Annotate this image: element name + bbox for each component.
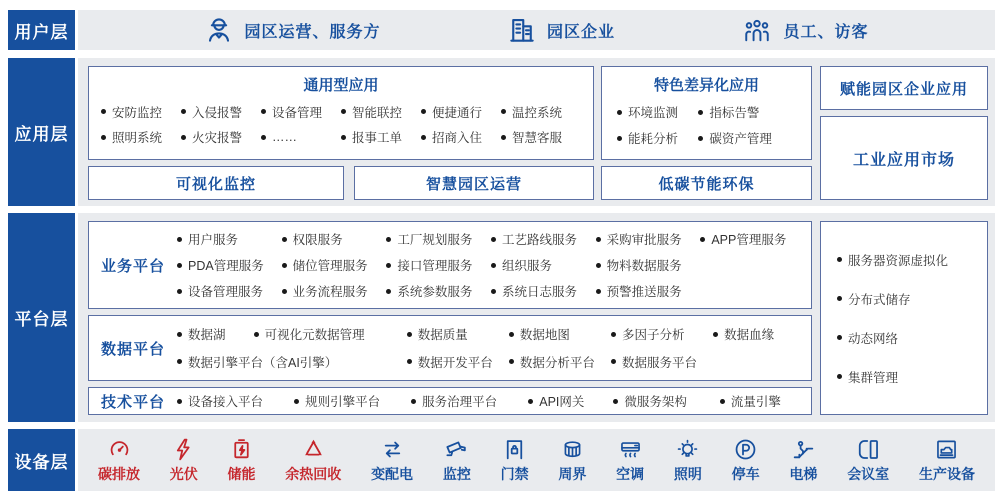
device-layer-band — [78, 429, 995, 491]
building-icon — [507, 15, 537, 45]
platform-item — [254, 325, 407, 343]
bullet-icon — [282, 237, 287, 242]
device-label: 停车 — [731, 465, 760, 482]
device-label: 会议室 — [847, 465, 890, 482]
perimeter-drum-icon — [560, 437, 585, 462]
bullet-icon — [177, 289, 182, 294]
app-item — [101, 103, 181, 121]
general-apps-grid — [89, 95, 593, 159]
bullet-icon — [421, 109, 426, 114]
bullet-icon — [181, 109, 186, 114]
bullet-icon — [177, 399, 182, 404]
bullet-icon — [261, 109, 266, 114]
app-item-label: 碳资产管理 — [709, 132, 772, 146]
machine-icon — [934, 437, 959, 462]
infra-item — [837, 251, 987, 269]
platform-item-label: 设备管理服务 — [188, 285, 264, 299]
platform-item — [528, 392, 613, 410]
bullet-icon — [101, 135, 106, 140]
device-carbon-emission — [98, 437, 140, 484]
user-group-visitors — [741, 15, 868, 45]
bullet-icon — [177, 237, 182, 242]
bullet-icon — [617, 136, 622, 141]
app-item — [181, 128, 261, 146]
platform-item — [491, 282, 596, 300]
infra-item — [837, 329, 987, 347]
industrial-market-box — [820, 116, 988, 200]
bullet-icon — [181, 135, 186, 140]
featured-apps-grid — [602, 95, 811, 159]
user-group-label: 员工、访客 — [783, 23, 869, 41]
device-label: 门禁 — [500, 465, 529, 482]
app-item — [421, 103, 501, 121]
business-row — [177, 256, 805, 274]
bullet-icon — [254, 332, 259, 337]
device-perimeter — [558, 437, 586, 484]
app-item — [101, 128, 181, 146]
exchange-arrows-icon — [380, 437, 405, 462]
escalator-icon — [791, 437, 816, 462]
platform-item-label: 数据引擎平台（含AI引擎） — [188, 355, 338, 370]
platform-item-label: 系统参数服务 — [397, 285, 473, 299]
light-bulb-icon — [675, 437, 700, 462]
infra-item-label: 分布式储存 — [848, 292, 911, 307]
platform-item — [177, 230, 282, 248]
bullet-icon — [596, 289, 601, 294]
device-waste-heat-recovery — [285, 437, 341, 484]
device-energy-storage — [228, 437, 256, 484]
app-item-label: 智能联控 — [352, 105, 403, 120]
device-power-distribution — [371, 437, 413, 484]
platform-item-label: 物料数据服务 — [606, 259, 682, 273]
device-surveillance — [443, 437, 471, 484]
bullet-icon — [501, 135, 506, 140]
bullet-icon — [101, 109, 106, 114]
platform-item-label: 接口管理服务 — [397, 259, 473, 273]
platform-item-label: 储位管理服务 — [292, 259, 368, 273]
platform-item — [386, 282, 491, 300]
platform-item — [282, 256, 387, 274]
bullet-icon — [177, 332, 182, 337]
bullet-icon — [700, 237, 705, 242]
data-platform-title: 数据平台 — [100, 340, 165, 358]
bullet-icon — [596, 263, 601, 268]
business-row — [177, 230, 805, 248]
platform-item-label: 用户服务 — [188, 233, 239, 247]
recycle-icon — [301, 437, 326, 462]
bullet-icon — [491, 263, 496, 268]
platform-item-label: 工厂规划服务 — [397, 233, 473, 247]
platform-item-label: 采购审批服务 — [606, 233, 682, 247]
bullet-icon — [613, 399, 618, 404]
bullet-icon — [386, 289, 391, 294]
app-layer-band — [78, 58, 995, 206]
platform-item — [282, 230, 387, 248]
app-item — [181, 103, 261, 121]
bullet-icon — [421, 135, 426, 140]
app-item-label: 火灾报警 — [192, 131, 243, 146]
tech-platform-title: 技术平台 — [100, 393, 165, 411]
user-group-label: 园区运营、服务方 — [244, 23, 381, 41]
platform-item — [177, 256, 282, 274]
app-item-label: 照明系统 — [112, 131, 163, 146]
bullet-icon — [411, 399, 416, 404]
device-label: 监控 — [442, 465, 471, 482]
bullet-icon — [617, 110, 622, 115]
cctv-camera-icon — [444, 437, 469, 462]
bullet-icon — [611, 359, 616, 364]
bullet-icon — [698, 136, 703, 141]
device-label: 生产设备 — [918, 465, 975, 482]
app-item — [261, 103, 341, 121]
platform-item — [177, 392, 294, 410]
bullet-icon — [386, 263, 391, 268]
layer-label-user — [8, 10, 75, 50]
layer-label-device — [8, 429, 75, 491]
bullet-icon — [611, 332, 616, 337]
bullet-icon — [177, 263, 182, 268]
infra-item-label: 服务器资源虚拟化 — [848, 253, 949, 268]
platform-item-label: 系统日志服务 — [501, 285, 577, 299]
platform-item — [177, 325, 254, 343]
bullet-icon — [596, 237, 601, 242]
bullet-icon — [407, 359, 412, 364]
platform-item — [509, 353, 611, 371]
bullet-icon — [282, 289, 287, 294]
platform-item-label: 数据地图 — [519, 328, 570, 343]
visual-monitoring-box — [88, 166, 344, 200]
layer-label-device-text: 设备层 — [14, 452, 69, 472]
featured-apps-title: 特色差异化应用 — [653, 77, 759, 94]
bullet-icon — [491, 237, 496, 242]
platform-item — [613, 392, 719, 410]
device-label: 余热回收 — [285, 465, 342, 482]
infra-item-label: 动态网络 — [848, 331, 899, 346]
user-group-enterprises — [507, 15, 615, 45]
app-item-label: 能耗分析 — [628, 132, 679, 146]
low-carbon-title: 低碳节能环保 — [658, 175, 755, 193]
platform-item-label: API网关 — [539, 395, 585, 409]
platform-item — [596, 230, 701, 248]
device-label: 周界 — [558, 465, 587, 482]
industrial-market-title: 工业应用市场 — [852, 151, 955, 169]
device-label: 变配电 — [371, 465, 414, 482]
platform-item-label: 权限服务 — [292, 233, 343, 247]
tech-row — [177, 392, 805, 410]
infra-item — [837, 290, 987, 308]
device-lighting — [674, 437, 702, 484]
platform-item — [177, 282, 282, 300]
low-carbon-box — [601, 166, 812, 200]
layer-label-platform-text: 平台层 — [14, 310, 69, 329]
device-production-equipment — [919, 437, 975, 484]
device-parking — [732, 437, 760, 484]
platform-item — [611, 325, 713, 343]
layer-label-user-text: 用户层 — [14, 22, 69, 42]
tech-platform-box — [88, 387, 812, 415]
air-conditioner-icon — [618, 437, 643, 462]
bullet-icon — [341, 135, 346, 140]
platform-item — [407, 325, 509, 343]
bullet-icon — [501, 109, 506, 114]
user-layer-band — [78, 10, 995, 50]
bullet-icon — [261, 135, 266, 140]
business-platform-title: 业务平台 — [100, 257, 165, 275]
platform-item-label: 可视化元数据管理 — [264, 328, 365, 343]
app-item-label: 智慧客服 — [512, 131, 563, 146]
app-item — [617, 103, 698, 121]
app-item — [421, 128, 501, 146]
bullet-icon — [407, 332, 412, 337]
platform-item — [386, 230, 491, 248]
app-item — [341, 103, 421, 121]
platform-item-label: APP管理服务 — [711, 233, 787, 247]
app-item-label: 招商入住 — [432, 131, 483, 146]
app-item — [341, 128, 421, 146]
app-item-label: 便捷通行 — [432, 105, 483, 120]
device-label: 空调 — [616, 465, 645, 482]
layer-label-platform — [8, 213, 75, 422]
app-item — [261, 128, 341, 146]
bullet-icon — [282, 263, 287, 268]
lightning-icon — [171, 437, 196, 462]
app-item-label: 设备管理 — [272, 105, 323, 120]
bullet-icon — [509, 359, 514, 364]
platform-item — [177, 353, 407, 371]
business-row — [177, 282, 805, 300]
device-label: 照明 — [673, 465, 702, 482]
data-platform-items — [177, 316, 811, 380]
parking-icon — [733, 437, 758, 462]
platform-item — [491, 256, 596, 274]
bullet-icon — [698, 110, 703, 115]
platform-item — [611, 353, 713, 371]
app-item — [501, 103, 581, 121]
people-icon — [741, 15, 773, 45]
platform-item-label: 服务治理平台 — [422, 395, 498, 409]
device-elevator — [789, 437, 817, 484]
platform-item-label: PDA管理服务 — [188, 259, 264, 273]
device-photovoltaic — [170, 437, 198, 484]
app-item-label: 报事工单 — [352, 131, 403, 146]
platform-item — [294, 392, 411, 410]
general-apps-box — [88, 66, 594, 160]
visual-monitoring-title: 可视化监控 — [175, 175, 256, 193]
door-lock-icon — [502, 437, 527, 462]
platform-item-label: 多因子分析 — [621, 328, 685, 343]
app-item-label: 环境监测 — [628, 106, 679, 120]
layer-label-app — [8, 58, 75, 206]
infrastructure-box — [820, 221, 988, 415]
infra-item — [837, 368, 987, 386]
bullet-icon — [341, 109, 346, 114]
platform-item-label: 数据血缘 — [724, 328, 775, 343]
platform-item — [713, 325, 805, 343]
layer-label-app-text: 应用层 — [14, 124, 69, 144]
worker-icon — [204, 15, 234, 45]
platform-item-label: 数据服务平台 — [621, 355, 697, 370]
bullet-icon — [837, 374, 842, 379]
platform-layer-band — [78, 213, 995, 422]
app-item — [617, 129, 698, 147]
platform-item-label: 数据开发平台 — [417, 355, 493, 370]
device-meeting-room — [847, 437, 889, 484]
bullet-icon — [837, 296, 842, 301]
general-apps-title: 通用型应用 — [303, 77, 379, 94]
app-item — [501, 128, 581, 146]
bullet-icon — [713, 332, 718, 337]
app-item-label: 指标告警 — [709, 106, 760, 120]
device-label: 光伏 — [169, 465, 198, 482]
platform-item — [720, 392, 805, 410]
user-group-operators — [204, 15, 380, 45]
smart-park-operation-box — [354, 166, 594, 200]
data-row — [177, 325, 805, 343]
device-label: 碳排放 — [98, 465, 140, 482]
tech-platform-items — [177, 388, 811, 414]
platform-item — [407, 353, 509, 371]
data-platform-box — [88, 315, 812, 381]
platform-item — [700, 230, 805, 248]
featured-apps-box — [601, 66, 812, 160]
platform-item-label: 数据湖 — [188, 328, 226, 343]
empower-apps-box — [820, 66, 988, 110]
bullet-icon — [837, 335, 842, 340]
bullet-icon — [177, 359, 182, 364]
platform-item — [596, 256, 701, 274]
gauge-icon — [107, 437, 132, 462]
platform-item-label: 流量引擎 — [730, 395, 781, 409]
business-platform-box — [88, 221, 812, 309]
platform-item — [411, 392, 528, 410]
platform-item — [596, 282, 701, 300]
app-item — [698, 103, 796, 121]
app-item-label: 安防监控 — [112, 105, 163, 120]
platform-item — [282, 282, 387, 300]
bullet-icon — [528, 399, 533, 404]
smart-park-operation-title: 智慧园区运营 — [425, 175, 522, 193]
platform-item-label: 组织服务 — [501, 259, 552, 273]
device-access-control — [501, 437, 529, 484]
platform-item-label: 数据分析平台 — [519, 355, 595, 370]
battery-storage-icon — [229, 437, 254, 462]
bullet-icon — [720, 399, 725, 404]
platform-item-label: 预警推送服务 — [606, 285, 682, 299]
platform-item — [386, 256, 491, 274]
bullet-icon — [294, 399, 299, 404]
platform-item — [509, 325, 611, 343]
app-item-label: …… — [272, 130, 297, 145]
meeting-door-icon — [856, 437, 881, 462]
data-row — [177, 353, 805, 371]
platform-item — [491, 230, 596, 248]
user-group-label: 园区企业 — [546, 23, 615, 41]
device-label: 储能 — [227, 465, 256, 482]
infra-item-label: 集群管理 — [848, 370, 899, 385]
bullet-icon — [509, 332, 514, 337]
bullet-icon — [837, 257, 842, 262]
device-label: 电梯 — [789, 465, 818, 482]
bullet-icon — [491, 289, 496, 294]
platform-item-label: 业务流程服务 — [292, 285, 368, 299]
empower-apps-title: 赋能园区企业应用 — [839, 80, 968, 98]
platform-item-label: 设备接入平台 — [188, 395, 264, 409]
app-item — [698, 129, 796, 147]
platform-item-label: 工艺路线服务 — [501, 233, 577, 247]
bullet-icon — [386, 237, 391, 242]
app-item-label: 入侵报警 — [192, 105, 243, 120]
platform-item-label: 微服务架构 — [624, 395, 687, 409]
business-platform-items — [177, 222, 811, 308]
platform-item-label: 规则引擎平台 — [305, 395, 381, 409]
device-air-conditioning — [616, 437, 644, 484]
platform-item-label: 数据质量 — [417, 328, 468, 343]
app-item-label: 温控系统 — [512, 105, 563, 120]
